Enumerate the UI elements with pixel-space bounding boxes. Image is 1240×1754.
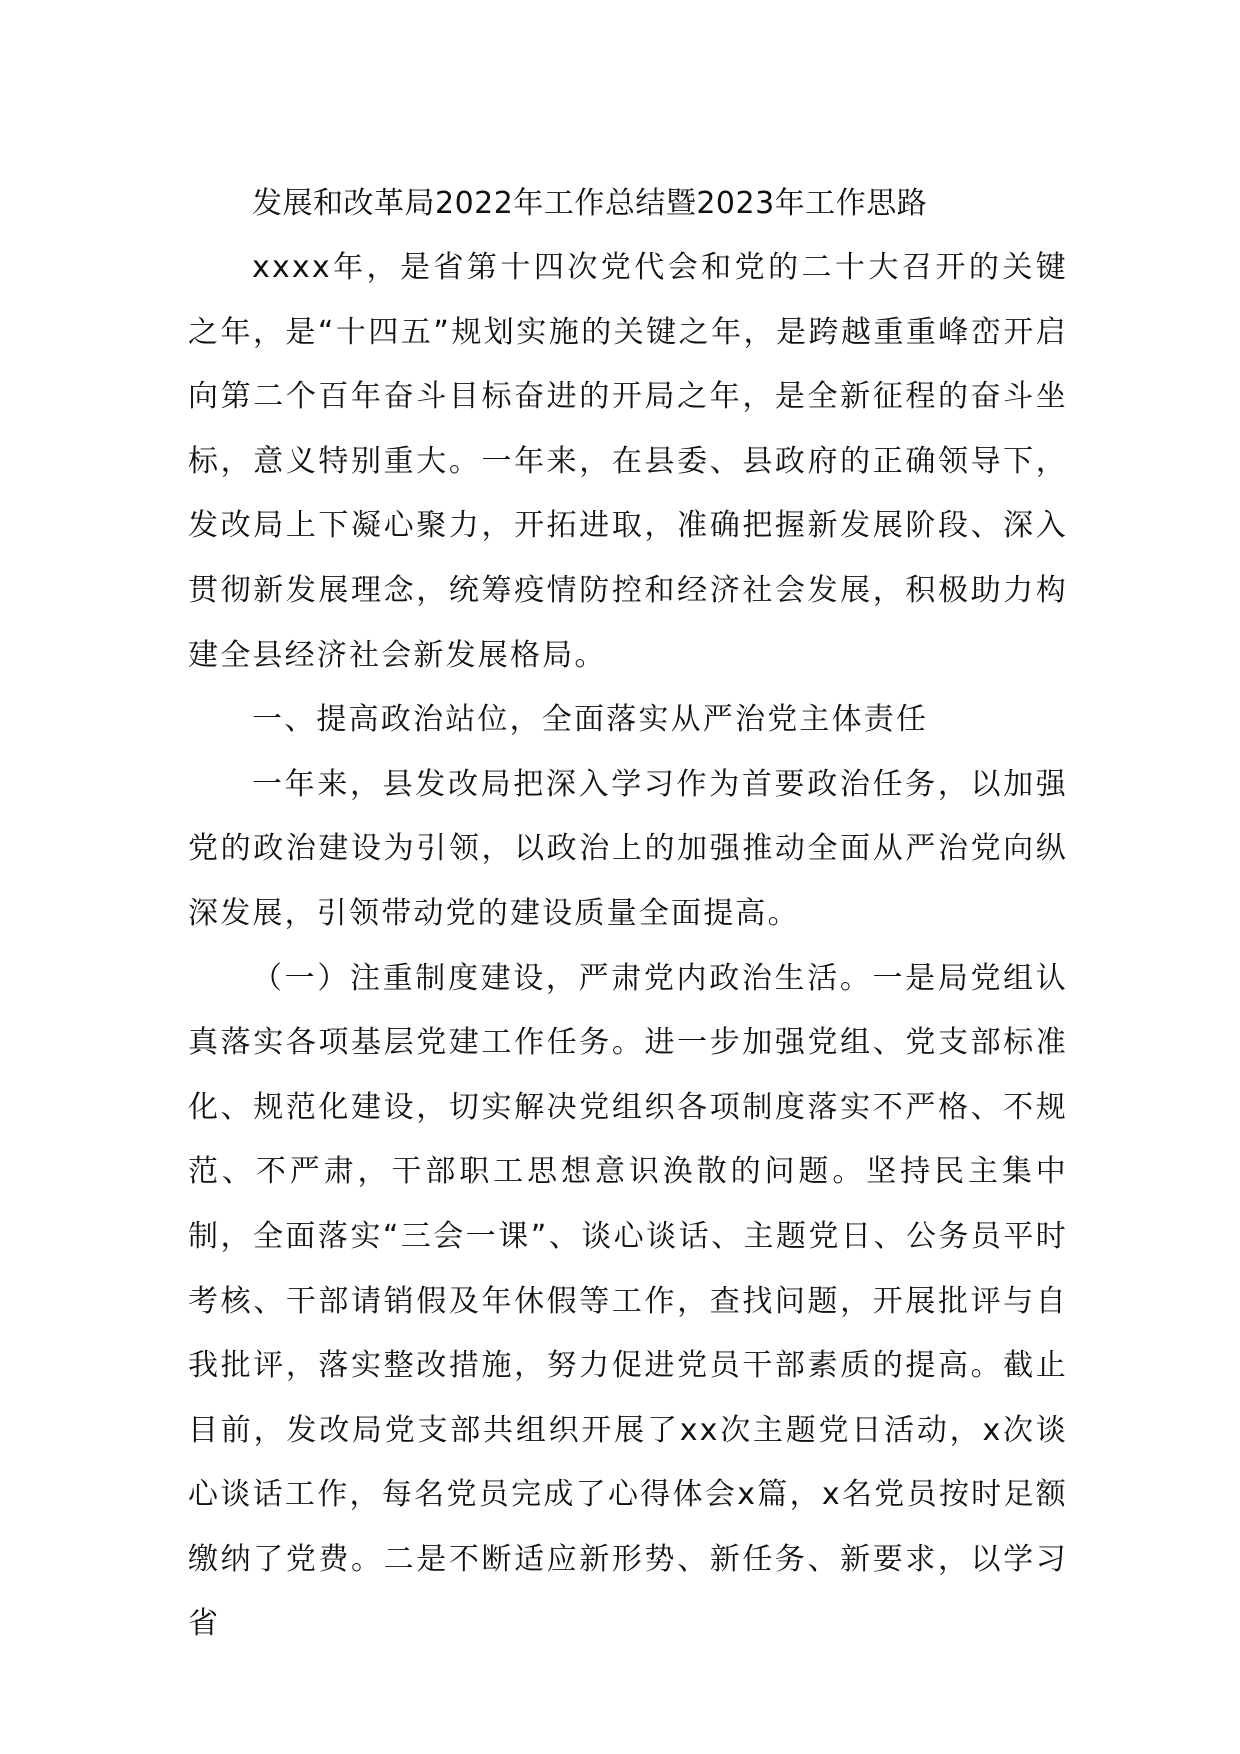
document-title: 发展和改革局2022年工作总结暨2023年工作思路 [252,186,928,221]
document-body [188,172,1068,1657]
paragraph-section-1-summary: 一年来，县发改局把深入学习作为首要政治任务，以加强党的政治建设为引领，以政治上的加强推动全面从严治党向纵深发展，引领带动党的建设质量全面提高。 [188,766,1068,931]
paragraph-subsection-1: （一）注重制度建设，严肃党内政治生活。一是局党组认真落实各项基层党建工作任务。进一步加强党组、党支部标准化、规范化建设，切实解决党组织各项制度落实不严格、不规范、不严肃，干部职工思想意识涣散的问题。坚持民主集中制，全面落实“三会一课”、谈心谈话、主题党日、公务员平时考核、干部请销假及年休假等工作，查找问题，开展批评与自我批评，落实整改措施，努力促进党员干部素质的提高。截止目前，发改局党支部共组织开展了xx次主题党日活动，x次谈心谈话工作，每名党员完成了心得体会x篇，x名党员按时足额缴纳了党费。二是不断适应新形势、新任务、新要求，以学习省 [188,960,1068,1642]
paragraph-intro: xxxx年，是省第十四次党代会和党的二十大召开的关键之年，是“十四五”规划实施的关键之年，是跨越重重峰峦开启向第二个百年奋斗目标奋进的开局之年，是全新征程的奋斗坐标，意义特别重大。一年来，在县委、县政府的正确领导下，发改局上下凝心聚力，开拓进取，准确把握新发展阶段、深入贯彻新发展理念，统筹疫情防控和经济社会发展，积极助力构建全县经济社会新发展格局。 [188,250,1068,673]
section-heading-1: 一、提高政治站位，全面落实从严治党主体责任 [252,702,929,738]
